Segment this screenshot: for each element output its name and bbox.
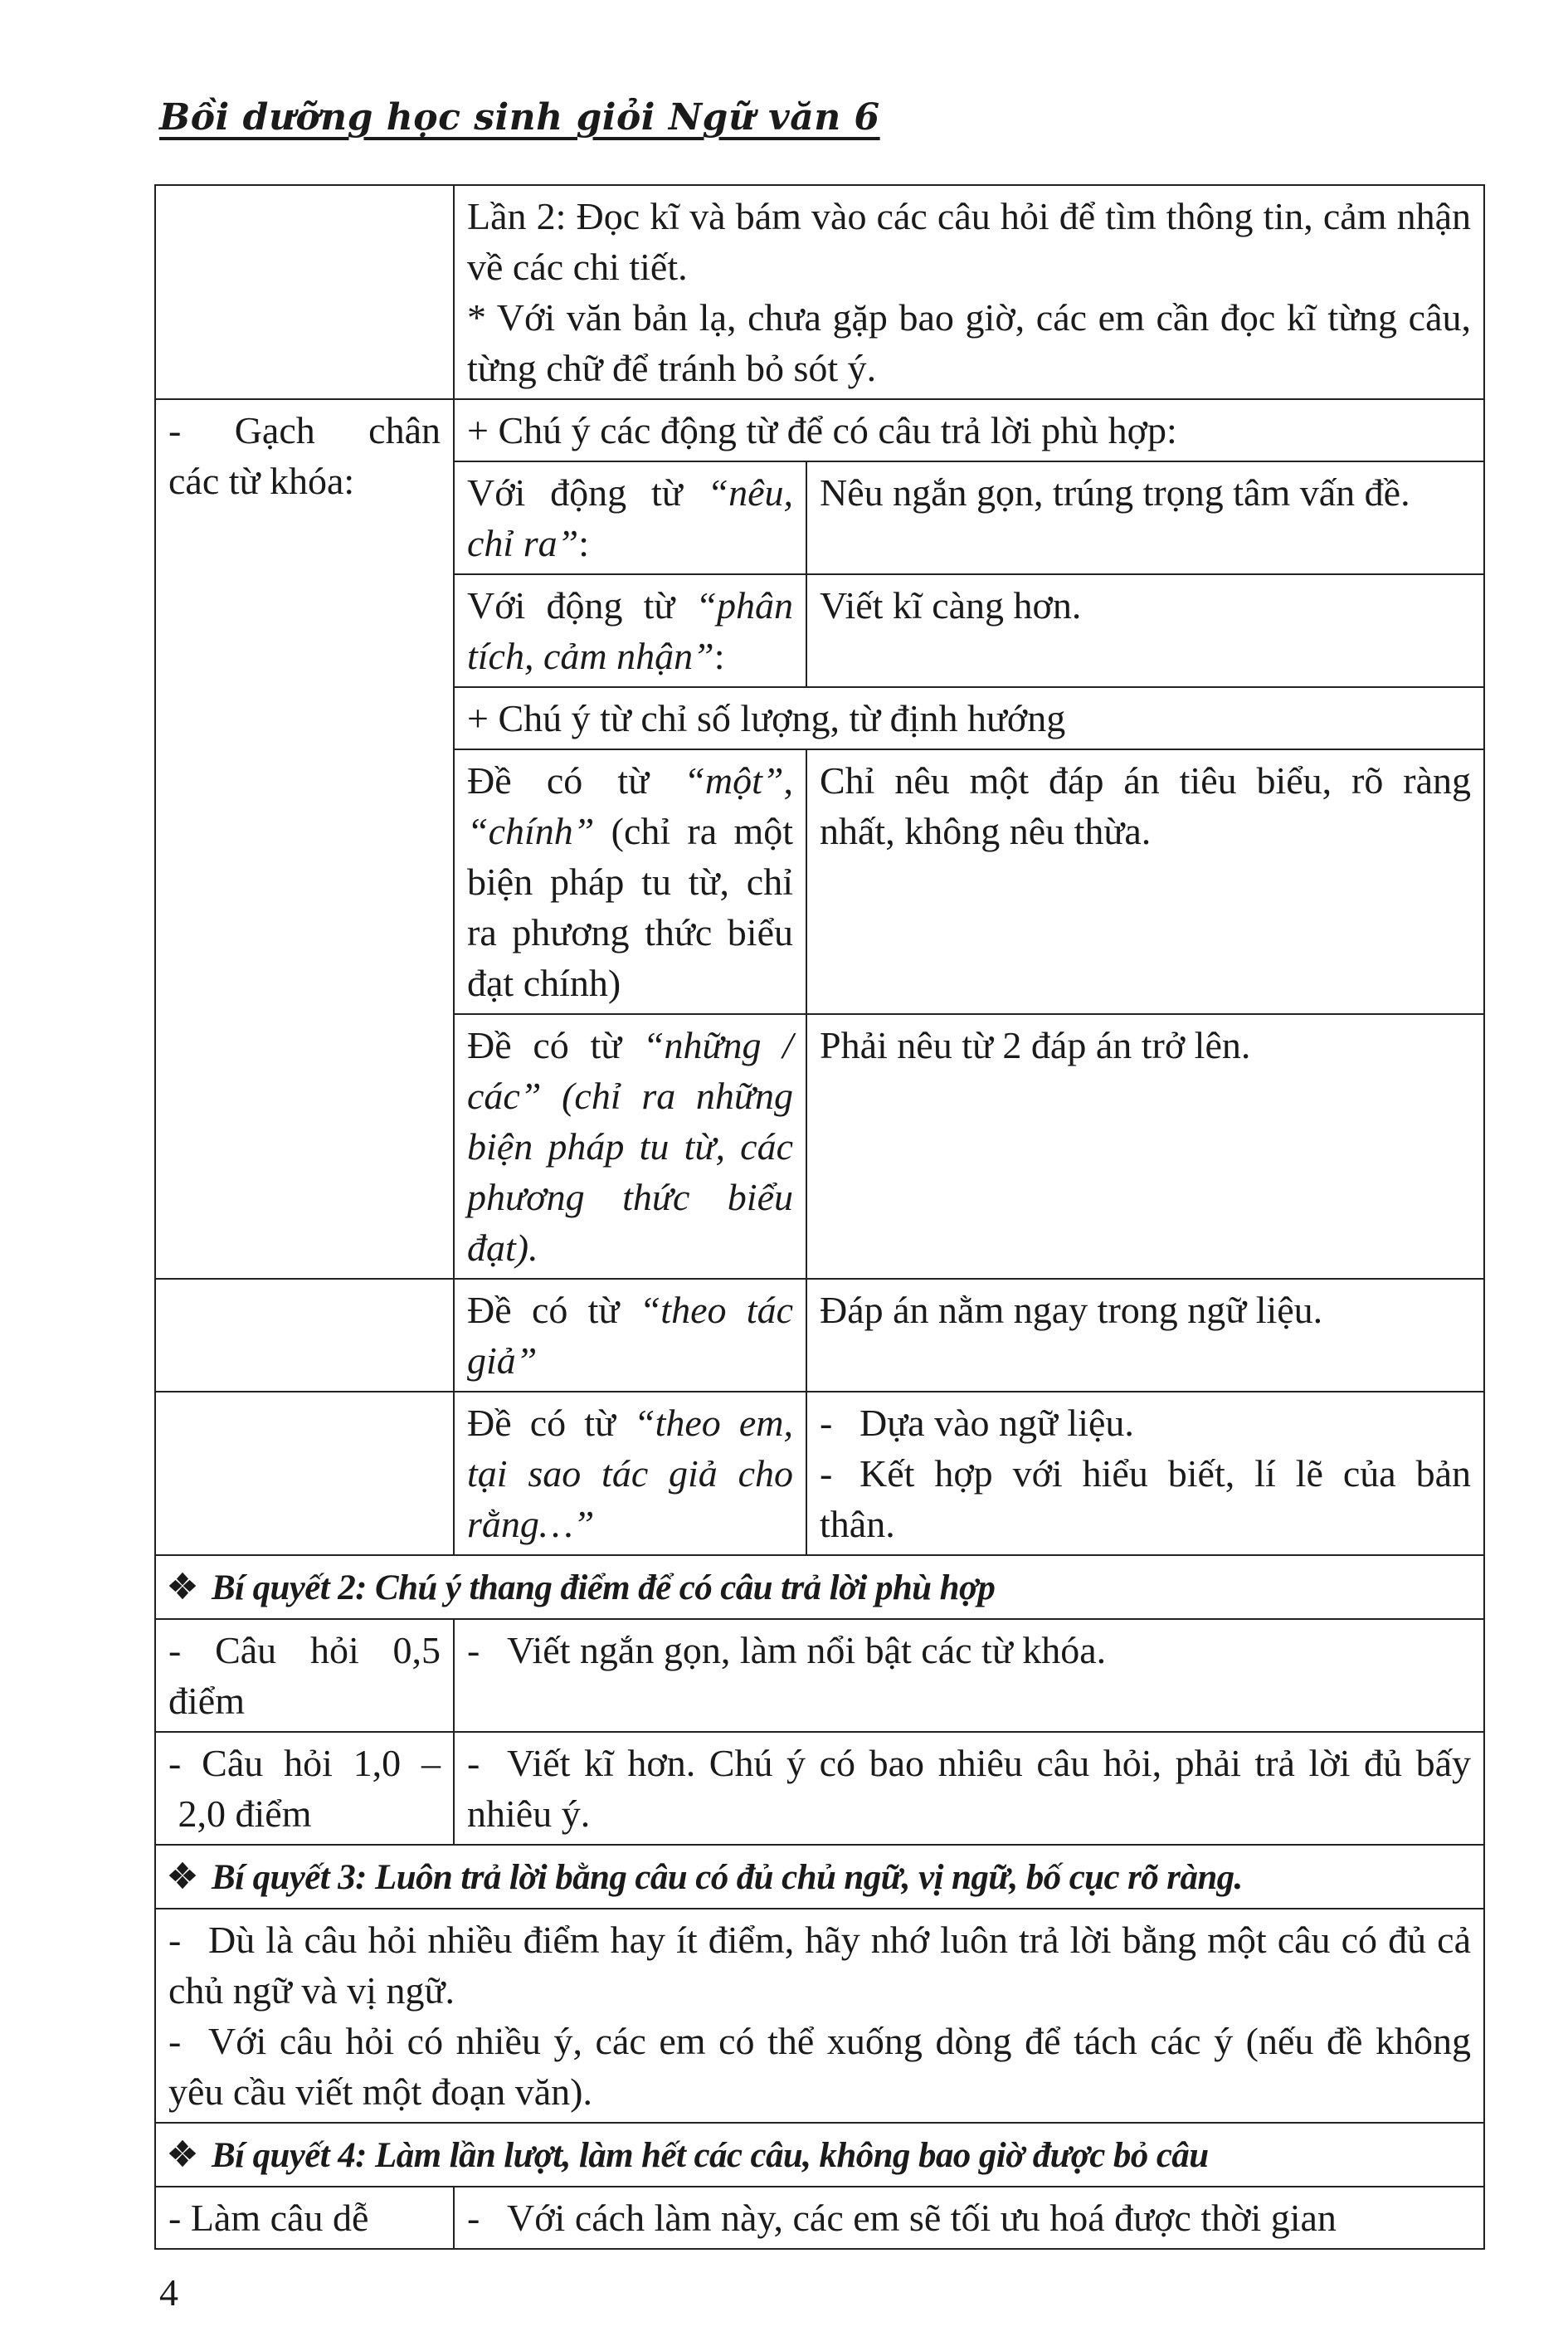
text-run-italic: “phân tích, cảm nhận” — [467, 584, 793, 677]
text-run-regular: Đề có từ — [467, 1024, 643, 1066]
dash-bullet: - — [820, 1402, 833, 1444]
text-run-italic: “chính” — [467, 810, 595, 852]
cell-tip3-notes — [155, 1909, 1484, 2123]
text-run-italic: (chỉ ra những biện pháp tu từ, các phương thức biểu đạt). — [467, 1075, 793, 1269]
term-theoem — [467, 1397, 793, 1549]
cell-reading-notes — [454, 185, 1484, 399]
cell-tip3 — [155, 1845, 1484, 1909]
cell-blank-left-1 — [155, 185, 454, 399]
book-header-title: Bồi dưỡng học sinh giỏi Ngữ văn 6 — [159, 96, 880, 139]
cell-answer-phantich — [806, 574, 1484, 687]
cell-term-nhung — [454, 1014, 806, 1279]
tip3-text: Bí quyết 3: Luôn trả lời bằng câu có đủ chủ ngữ, vị ngữ, bố cục rõ ràng. — [212, 1858, 1243, 1897]
text-run-regular: Đề có từ — [467, 1289, 640, 1331]
term-theotacgia — [467, 1285, 793, 1386]
content-table — [154, 184, 1485, 2250]
bullet-text: Dù là câu hỏi nhiều điểm hay ít điểm, hãy nhớ luôn trả lời bằng một câu có đủ cả chủ ngữ và vị ngữ. — [168, 1919, 1471, 2012]
dash-bullet: - — [467, 1742, 480, 1784]
text-run-italic: “một” — [684, 759, 784, 802]
text-run-regular: : — [713, 635, 725, 677]
cell-verbs-note — [454, 399, 1484, 461]
term-phantich — [467, 580, 793, 681]
easy-note — [467, 2192, 1471, 2243]
page-number: 4 — [159, 2271, 178, 2314]
cell-term-neu — [454, 461, 806, 574]
tip2-text: Bí quyết 2: Chú ý thang điểm để có câu trả lời phù hợp — [212, 1568, 996, 1607]
text-run-italic: “nêu, chỉ ra” — [467, 471, 793, 564]
cell-quantity-note — [454, 687, 1484, 749]
dash-bullet: - — [168, 1919, 182, 1961]
cell-blank-left-2 — [155, 1279, 454, 1392]
answer-nhung: Phải nêu từ 2 đáp án trở lên. — [820, 1024, 1251, 1066]
verbs-note: + Chú ý các động từ để có câu trả lời phù hợp: — [467, 409, 1177, 451]
cell-easy-note — [454, 2187, 1484, 2249]
cell-tip4 — [155, 2123, 1484, 2187]
text-run-regular: Đề có từ — [467, 759, 684, 802]
diamond-bullet-icon — [168, 1861, 197, 1890]
answer-mot: Chỉ nêu một đáp án tiêu biểu, rõ ràng nhất, không nêu thừa. — [820, 759, 1471, 852]
cell-answer-neu — [806, 461, 1484, 574]
row-tip3 — [155, 1845, 1484, 1909]
tip4-line — [168, 2129, 1471, 2181]
score-low-label: - Câu hỏi 0,5 điểm — [168, 1629, 441, 1722]
dash-bullet: - — [467, 2197, 480, 2239]
dash-bullet: - — [168, 2020, 182, 2062]
cell-easy-label — [155, 2187, 454, 2249]
row-tip4 — [155, 2123, 1484, 2187]
bullet-text: Với cách làm này, các em sẽ tối ưu hoá được thời gian — [507, 2197, 1337, 2239]
term-nhung — [467, 1020, 793, 1273]
text-run-italic: “theo tác giả” — [467, 1289, 793, 1382]
answer-theotacgia: Đáp án nằm ngay trong ngữ liệu. — [820, 1289, 1323, 1331]
cell-keywords-label — [155, 399, 454, 1279]
row-term-theoem — [155, 1392, 1484, 1555]
term-mot — [467, 755, 793, 1008]
theoem-answer-2 — [820, 1448, 1471, 1549]
cell-term-theoem — [454, 1392, 806, 1555]
text-run-regular: Với động từ — [467, 584, 696, 627]
tip4-text: Bí quyết 4: Làm lần lượt, làm hết các câu, không bao giờ được bỏ câu — [212, 2136, 1209, 2175]
reading-note-2: * Với văn bản lạ, chưa gặp bao giờ, các em cần đọc kĩ từng câu, từng chữ để tránh bỏ sót ý. — [467, 296, 1471, 389]
tip2-line — [168, 1561, 1471, 1613]
text-run-regular: Đề có từ — [467, 1402, 634, 1444]
cell-score-high-note — [454, 1732, 1484, 1845]
cell-answer-theoem — [806, 1392, 1484, 1555]
text-run-regular: Với động từ — [467, 471, 708, 514]
row-tip2 — [155, 1555, 1484, 1619]
text-run-regular — [541, 1075, 562, 1117]
row-reading — [155, 185, 1484, 399]
diamond-bullet-icon — [168, 2139, 197, 2168]
easy-label: - Làm câu dễ — [168, 2197, 369, 2239]
score-high-label: - Câu hỏi 1,0 – 2,0 điểm — [168, 1742, 441, 1835]
text-run-regular: (chỉ ra một biện pháp tu từ, chỉ ra phương thức biểu đạt chính) — [467, 810, 793, 1004]
keywords-label: - Gạch chân các từ khóa: — [168, 409, 441, 502]
tip3-line — [168, 1851, 1471, 1903]
cell-tip2 — [155, 1555, 1484, 1619]
tip3-note-1 — [168, 1914, 1471, 2016]
bullet-text: Kết hợp với hiểu biết, lí lẽ của bản thân. — [820, 1452, 1471, 1545]
answer-neu: Nêu ngắn gọn, trúng trọng tâm vấn đề. — [820, 471, 1410, 514]
text-run-italic: “theo em, tại sao tác giả cho rằng…” — [467, 1402, 793, 1545]
cell-score-low-note — [454, 1619, 1484, 1732]
row-easy — [155, 2187, 1484, 2249]
cell-answer-nhung — [806, 1014, 1484, 1279]
score-low-note — [467, 1625, 1471, 1675]
answer-phantich: Viết kĩ càng hơn. — [820, 584, 1082, 627]
row-score-high — [155, 1732, 1484, 1845]
cell-score-low-label — [155, 1619, 454, 1732]
cell-score-high-label — [155, 1732, 454, 1845]
term-neu — [467, 467, 793, 568]
cell-answer-mot — [806, 749, 1484, 1014]
cell-term-theotacgia — [454, 1279, 806, 1392]
cell-answer-theotacgia — [806, 1279, 1484, 1392]
score-high-note — [467, 1738, 1471, 1839]
text-run-italic: “những / các” — [467, 1024, 794, 1117]
reading-note-1: Lần 2: Đọc kĩ và bám vào các câu hỏi để tìm thông tin, cảm nhận về các chi tiết. — [467, 195, 1471, 288]
bullet-text: Viết kĩ hơn. Chú ý có bao nhiêu câu hỏi, phải trả lời đủ bấy nhiêu ý. — [467, 1742, 1471, 1835]
cell-blank-left-3 — [155, 1392, 454, 1555]
row-term-theotacgia — [155, 1279, 1484, 1392]
cell-term-mot — [454, 749, 806, 1014]
dash-bullet: - — [820, 1452, 833, 1495]
theoem-answer-1 — [820, 1397, 1471, 1448]
row-verbs-note — [155, 399, 1484, 461]
bullet-text: Viết ngắn gọn, làm nổi bật các từ khóa. — [507, 1629, 1107, 1671]
dash-bullet: - — [467, 1629, 480, 1671]
text-run-regular: , — [783, 759, 793, 802]
cell-term-phantich — [454, 574, 806, 687]
quantity-note: + Chú ý từ chỉ số lượng, từ định hướng — [467, 697, 1066, 739]
text-run-regular: : — [578, 522, 589, 564]
bullet-text: Dựa vào ngữ liệu. — [859, 1402, 1134, 1444]
tip3-note-2 — [168, 2016, 1471, 2117]
bullet-text: Với câu hỏi có nhiều ý, các em có thể xuống dòng để tách các ý (nếu đề không yêu cầu viết một đoạn văn). — [168, 2020, 1471, 2113]
row-tip3-notes — [155, 1909, 1484, 2123]
row-score-low — [155, 1619, 1484, 1732]
diamond-bullet-icon — [168, 1572, 197, 1600]
